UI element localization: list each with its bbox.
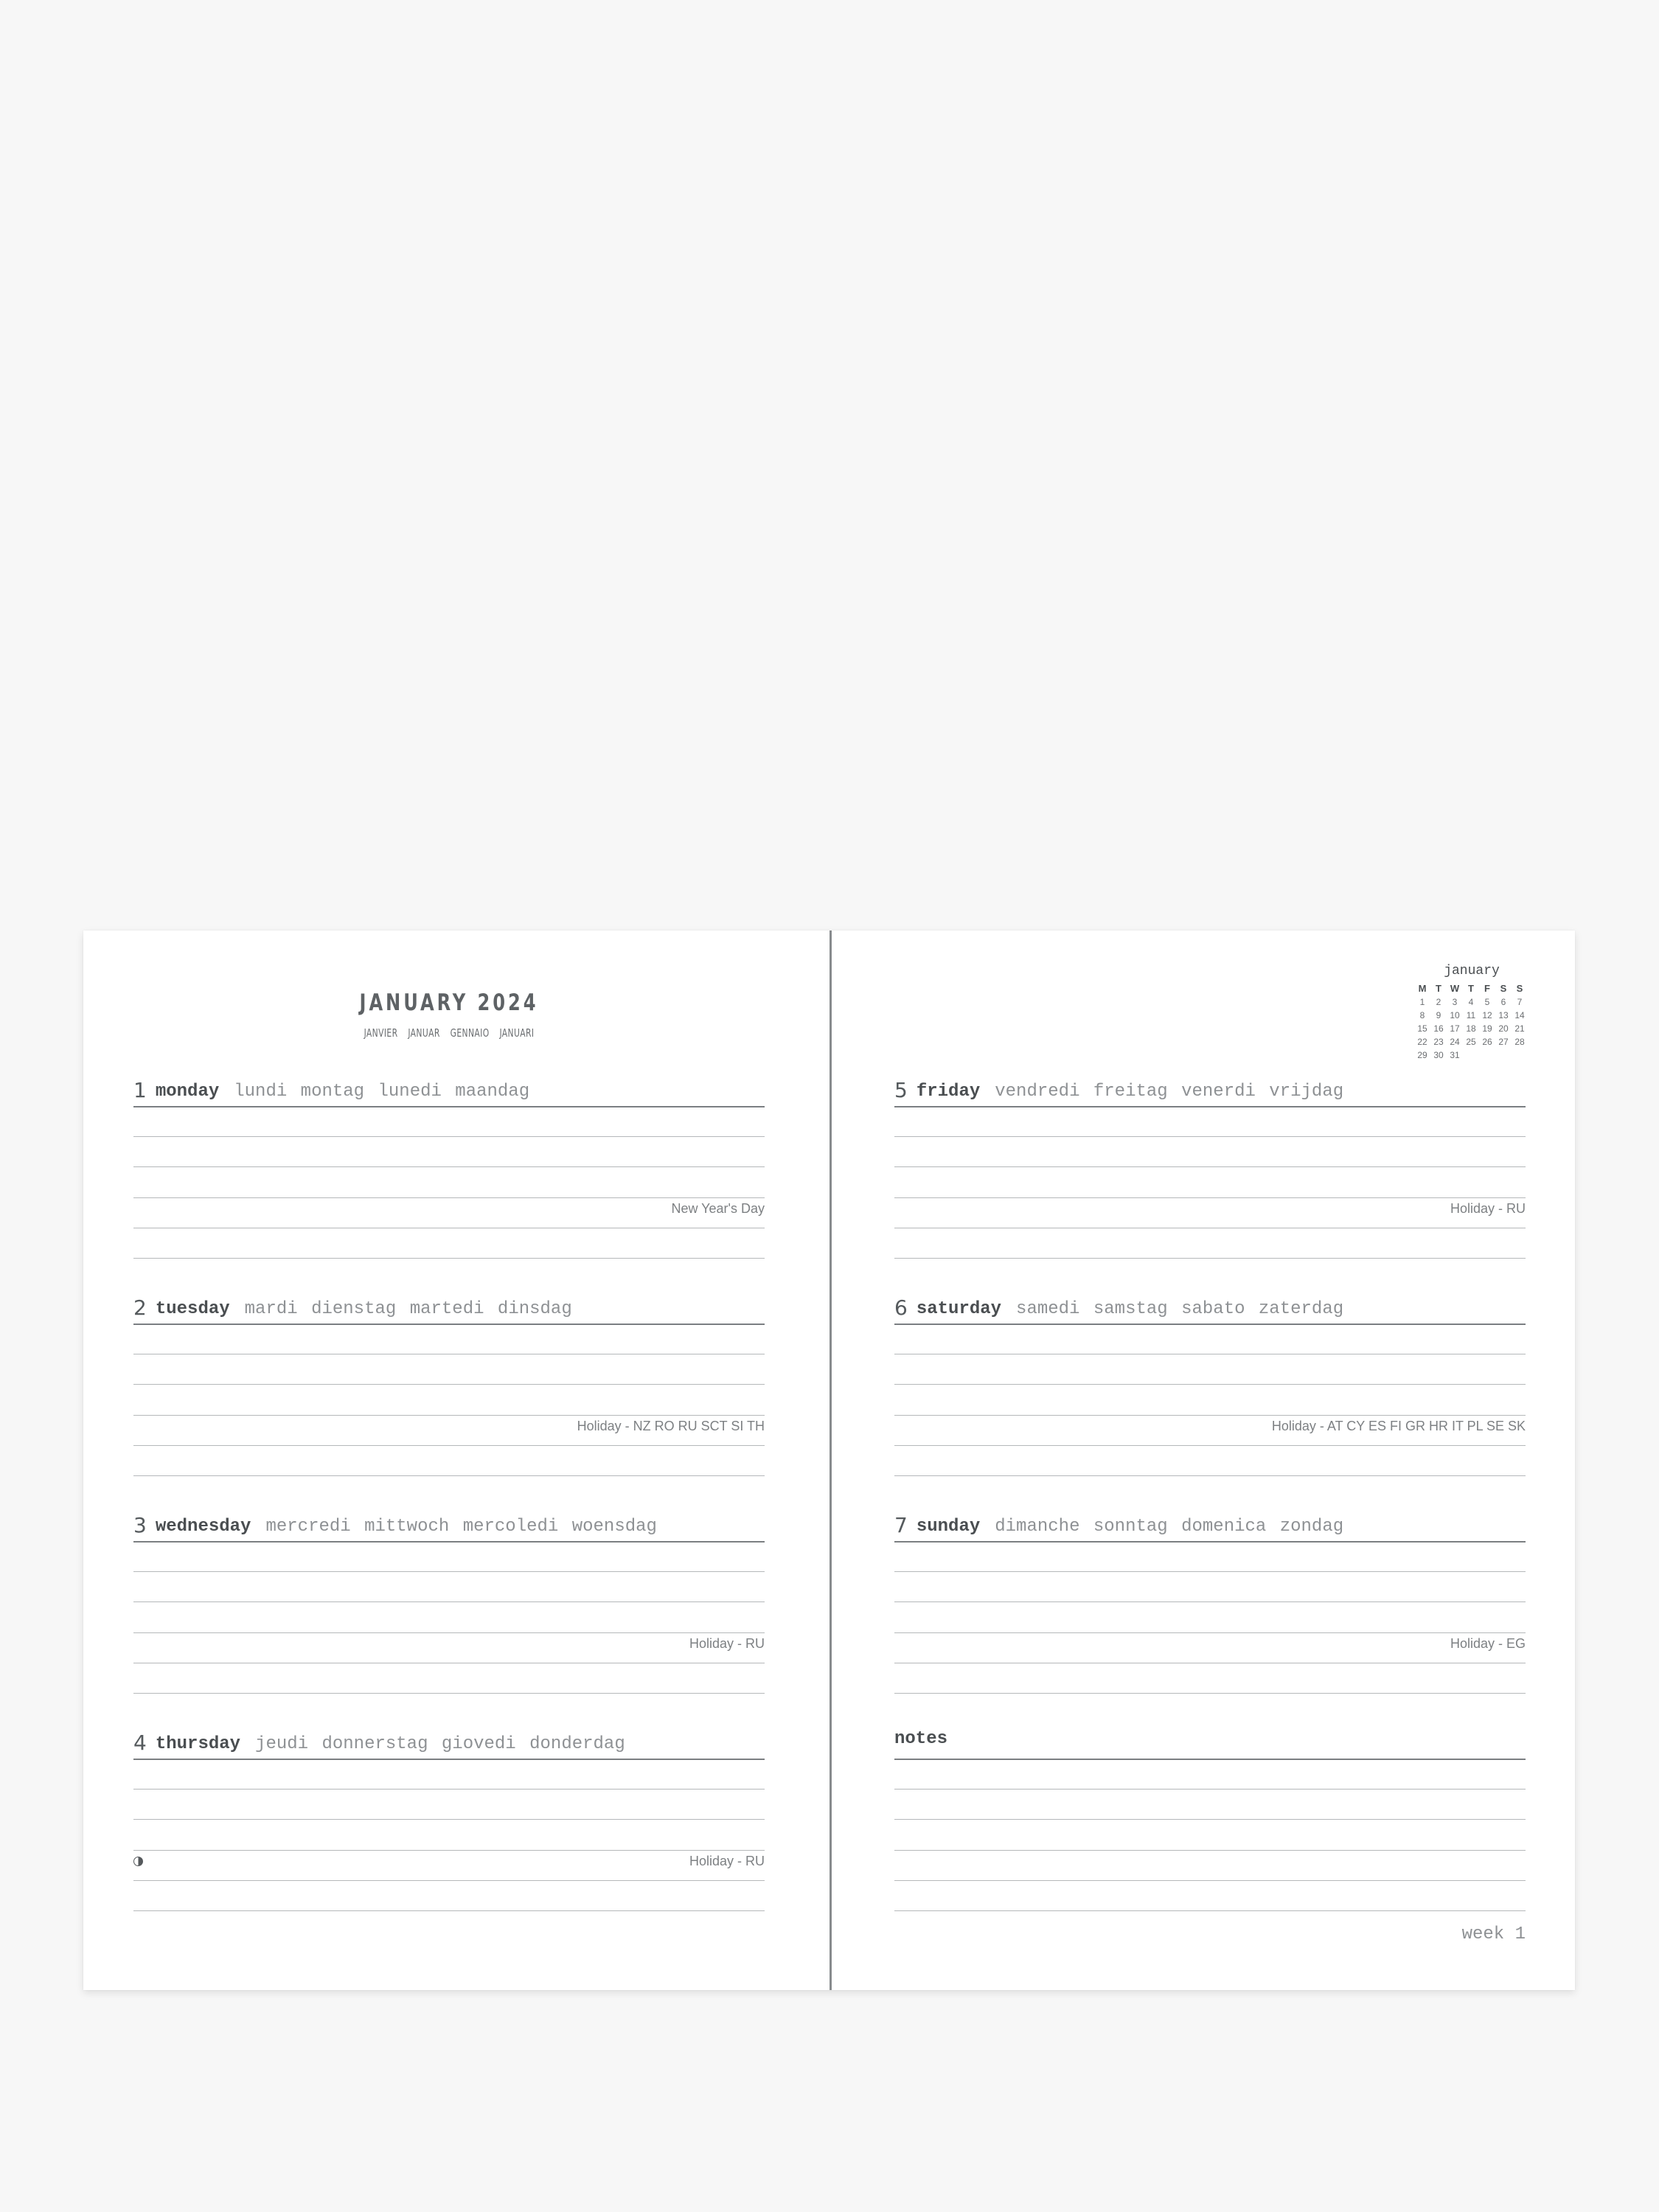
day-name: thursday	[155, 1734, 241, 1754]
writing-line[interactable]	[894, 1475, 1526, 1476]
writing-line[interactable]	[133, 1445, 765, 1446]
day-header	[894, 1294, 1526, 1324]
writing-line[interactable]	[133, 1166, 765, 1167]
calendar-date: 7	[1517, 997, 1523, 1007]
notes-header	[894, 1729, 1526, 1759]
day-translations: samedi samstag sabato zaterdag	[1016, 1299, 1344, 1319]
header-rule	[133, 1759, 765, 1760]
writing-line[interactable]	[894, 1693, 1526, 1694]
writing-line[interactable]	[894, 1571, 1526, 1572]
writing-line[interactable]	[894, 1880, 1526, 1881]
day-header	[133, 1512, 765, 1541]
day-block-friday[interactable]	[894, 1077, 1526, 1290]
header-rule	[133, 1106, 765, 1107]
weekday-header: W	[1450, 983, 1460, 994]
calendar-date: 25	[1466, 1037, 1476, 1047]
writing-line[interactable]	[894, 1789, 1526, 1790]
day-name: sunday	[916, 1517, 981, 1537]
spine-divider	[830, 931, 832, 1990]
calendar-date: 21	[1514, 1023, 1525, 1034]
weekday-header: S	[1516, 983, 1523, 994]
calendar-date: 10	[1450, 1010, 1460, 1020]
calendar-date: 31	[1450, 1050, 1460, 1060]
planner-spread	[83, 931, 1575, 1990]
calendar-date: 15	[1417, 1023, 1427, 1034]
weekday-header: S	[1500, 983, 1507, 994]
calendar-date	[1512, 1048, 1528, 1062]
calendar-date: 17	[1450, 1023, 1460, 1034]
calendar-date: 22	[1417, 1037, 1427, 1047]
writing-line[interactable]	[894, 1601, 1526, 1602]
calendar-date: 9	[1436, 1010, 1441, 1020]
notes-label: notes	[894, 1729, 948, 1749]
header-rule	[894, 1759, 1526, 1760]
writing-line[interactable]	[133, 1789, 765, 1790]
writing-line[interactable]	[894, 1910, 1526, 1911]
holiday-note: Holiday - EG	[1450, 1636, 1526, 1651]
holiday-note: Holiday - AT CY ES FI GR HR IT PL SE SK	[1271, 1419, 1526, 1433]
writing-line[interactable]	[894, 1819, 1526, 1820]
day-translations: mercredi mittwoch mercoledi woensdag	[265, 1517, 657, 1537]
header-rule	[133, 1541, 765, 1543]
weekday-header: T	[1436, 983, 1441, 994]
calendar-date: 3	[1452, 997, 1458, 1007]
weekday-header: M	[1418, 983, 1427, 994]
mini-calendar	[1413, 963, 1531, 1062]
writing-line[interactable]	[133, 1415, 765, 1416]
writing-line[interactable]	[133, 1693, 765, 1694]
week-label: week 1	[1461, 1924, 1526, 1944]
writing-line[interactable]	[894, 1258, 1526, 1259]
writing-line[interactable]	[894, 1632, 1526, 1633]
month-translations: JANVIER JANUAR GENNAIO JANUARI	[364, 1026, 535, 1040]
day-header	[133, 1729, 765, 1759]
day-translations: jeudi donnerstag giovedi donderdag	[255, 1734, 625, 1754]
calendar-date: 24	[1450, 1037, 1460, 1047]
day-name: saturday	[916, 1299, 1002, 1319]
writing-line[interactable]	[133, 1475, 765, 1476]
writing-line[interactable]	[133, 1258, 765, 1259]
calendar-date: 26	[1482, 1037, 1492, 1047]
writing-line[interactable]	[133, 1850, 765, 1851]
holiday-note: Holiday - RU	[1450, 1201, 1526, 1216]
writing-line[interactable]	[894, 1136, 1526, 1137]
left-page	[133, 931, 765, 1990]
day-name: monday	[155, 1082, 220, 1102]
writing-line[interactable]	[133, 1632, 765, 1633]
day-translations: mardi dienstag martedi dinsdag	[244, 1299, 572, 1319]
calendar-date: 19	[1482, 1023, 1492, 1034]
writing-line[interactable]	[133, 1136, 765, 1137]
mini-calendar-title: january	[1444, 964, 1500, 978]
writing-line[interactable]	[894, 1850, 1526, 1851]
day-block-sunday[interactable]	[894, 1512, 1526, 1725]
day-block-tuesday[interactable]	[133, 1294, 765, 1508]
calendar-date: 16	[1433, 1023, 1444, 1034]
calendar-date	[1463, 1048, 1479, 1062]
calendar-date	[1495, 1048, 1512, 1062]
header-rule	[894, 1106, 1526, 1107]
day-translations: vendredi freitag venerdi vrijdag	[995, 1082, 1344, 1102]
day-header	[894, 1077, 1526, 1106]
calendar-date: 30	[1433, 1050, 1444, 1060]
calendar-date: 23	[1433, 1037, 1444, 1047]
holiday-note: New Year's Day	[671, 1201, 765, 1216]
calendar-date: 5	[1484, 997, 1490, 1007]
month-title: JANUARY 2024	[359, 990, 539, 1016]
weekday-header: T	[1468, 983, 1474, 994]
day-number: 5	[894, 1078, 908, 1102]
writing-line[interactable]	[133, 1601, 765, 1602]
weekday-header: F	[1484, 983, 1490, 994]
calendar-date: 18	[1466, 1023, 1476, 1034]
header-rule	[894, 1324, 1526, 1325]
calendar-date: 11	[1466, 1010, 1476, 1020]
calendar-date: 6	[1500, 997, 1506, 1007]
holiday-note: Holiday - NZ RO RU SCT SI TH	[577, 1419, 765, 1433]
calendar-date	[1479, 1048, 1495, 1062]
day-name: friday	[916, 1082, 981, 1102]
holiday-note: Holiday - RU	[689, 1636, 765, 1651]
calendar-date: 14	[1514, 1010, 1525, 1020]
right-page	[894, 931, 1526, 1990]
day-number: 4	[133, 1731, 147, 1755]
day-number: 6	[894, 1295, 908, 1320]
calendar-date: 20	[1498, 1023, 1509, 1034]
writing-line[interactable]	[133, 1197, 765, 1198]
day-header	[894, 1512, 1526, 1541]
day-name: wednesday	[155, 1517, 251, 1537]
header-rule	[133, 1324, 765, 1325]
calendar-date: 28	[1514, 1037, 1525, 1047]
mini-calendar-grid	[1414, 982, 1531, 1062]
writing-line[interactable]	[894, 1445, 1526, 1446]
day-translations: lundi montag lunedi maandag	[234, 1082, 530, 1102]
day-header	[133, 1294, 765, 1324]
calendar-date: 4	[1468, 997, 1474, 1007]
calendar-date: 1	[1419, 997, 1425, 1007]
calendar-date: 2	[1436, 997, 1441, 1007]
day-block-monday[interactable]	[133, 1077, 765, 1290]
day-block-thursday[interactable]	[133, 1729, 765, 1943]
writing-line[interactable]	[133, 1384, 765, 1385]
day-header	[133, 1077, 765, 1106]
calendar-date: 29	[1417, 1050, 1427, 1060]
writing-line[interactable]	[894, 1166, 1526, 1167]
writing-line[interactable]	[894, 1197, 1526, 1198]
calendar-date: 8	[1419, 1010, 1425, 1020]
writing-line[interactable]	[133, 1880, 765, 1881]
calendar-date: 27	[1498, 1037, 1509, 1047]
writing-line[interactable]	[133, 1819, 765, 1820]
calendar-date: 13	[1498, 1010, 1509, 1020]
day-block-saturday[interactable]	[894, 1294, 1526, 1508]
writing-line[interactable]	[894, 1415, 1526, 1416]
half-moon-icon	[133, 1857, 143, 1866]
day-name: tuesday	[155, 1299, 230, 1319]
writing-line[interactable]	[133, 1910, 765, 1911]
day-number: 2	[133, 1295, 147, 1320]
writing-line[interactable]	[133, 1571, 765, 1572]
day-number: 7	[894, 1513, 908, 1537]
writing-line[interactable]	[894, 1384, 1526, 1385]
header-rule	[894, 1541, 1526, 1543]
notes-block[interactable]	[894, 1729, 1526, 1943]
day-block-wednesday[interactable]	[133, 1512, 765, 1725]
holiday-note: Holiday - RU	[689, 1854, 765, 1868]
day-number: 3	[133, 1513, 147, 1537]
day-number: 1	[133, 1078, 147, 1102]
day-translations: dimanche sonntag domenica zondag	[995, 1517, 1344, 1537]
calendar-date: 12	[1482, 1010, 1492, 1020]
